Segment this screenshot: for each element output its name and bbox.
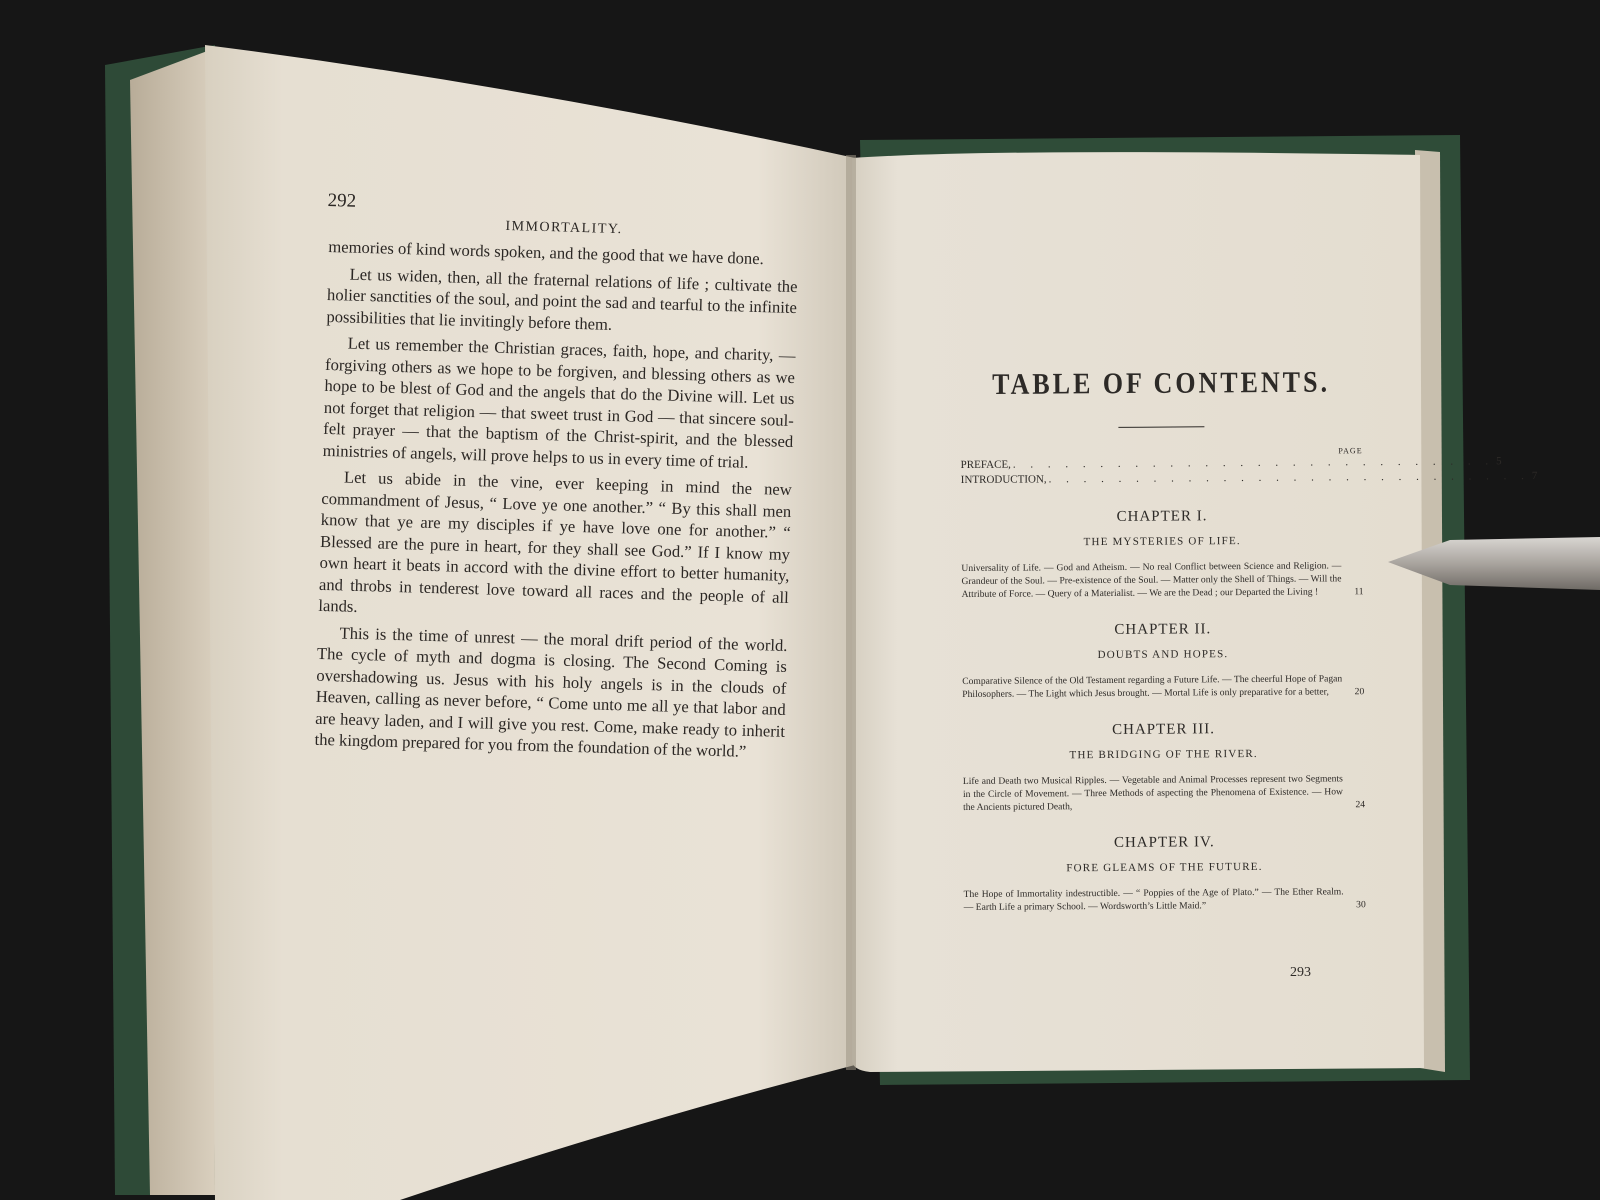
chapter-page: 20 <box>1354 686 1365 698</box>
toc-entry-page: 7 <box>1531 469 1538 483</box>
left-page-body <box>314 236 798 768</box>
chapter-page: 24 <box>1355 799 1366 811</box>
chapter-page: 30 <box>1356 899 1366 911</box>
chapter-description <box>962 672 1364 701</box>
chapter-summary: Life and Death two Musical Ripples. — Vegetable and Animal Processes represent two Segments in the Circle of Movement. — Three Methods of aspecting the Phenomena of Existence. — How the Ancients pictured Death, <box>962 773 1343 813</box>
chapter-page: 11 <box>1354 586 1364 598</box>
right-page-number: 293 <box>1290 965 1311 980</box>
left-page-number: 292 <box>327 189 357 212</box>
chapter-number: CHAPTER I. <box>1116 508 1208 525</box>
paragraph: Let us remember the Christian graces, faith, hope, and charity, — forgiving others as we hope to be forgiven, and blessing others as we hope to be blest of God and the angels that do the Divine will. Let us not forget that religion — that sweet trust in God — that sincere soul-felt prayer — that the baptism of the Christ-spirit, and the blessed ministries of angels, will prove helps to us in every time of trial. <box>322 333 796 472</box>
chapter-description <box>963 772 1365 814</box>
chapter-1 <box>961 507 1364 601</box>
chapter-description <box>961 559 1363 601</box>
paragraph: Let us abide in the vine, ever keeping in mind the new commandment of Jesus, “ Love ye one another.” “ By this shall men know that ye are my disciples if ye have love one for another.” “ Blessed are the pure in heart, for they shall see God.” If I know my own heart it beats in accord with the divine effort to better humanity, and throbs in tenderest love toward all races and the people of all lands. <box>318 467 793 616</box>
title-rule <box>1118 426 1204 428</box>
paragraph: memories of kind words spoken, and the good that we have done. <box>328 236 765 269</box>
toc-entry-label: PREFACE, <box>960 458 1011 471</box>
paragraph: Let us widen, then, all the fraternal relations of life ; cultivate the holier sanctities of the soul, and point the sad and tearful to the infinite possibilities that lie invitingly before them. <box>326 264 798 334</box>
chapter-title: THE BRIDGING OF THE RIVER. <box>1069 747 1258 762</box>
chapter-4 <box>963 833 1366 914</box>
paragraph: This is the time of unrest — the moral drift period of the world. The cycle of myth and dogma is closing. The Second Coming is overshadowing us. Jesus with his holy angels is in the clouds of Heaven, calling as never before, “ Come unto me all ye that labor and are heavy laden, and I will give you rest. Come, make ready to inherit the kingdom prepared for you from the foundation of the world.” <box>314 622 788 761</box>
chapter-number: CHAPTER II. <box>1114 621 1212 638</box>
chapter-title: THE MYSTERIES OF LIFE. <box>1083 535 1241 549</box>
toc-title: TABLE OF CONTENTS. <box>992 365 1331 401</box>
toc-entry-label: INTRODUCTION, <box>960 473 1047 486</box>
page-column-label: PAGE <box>1338 446 1363 456</box>
chapter-3 <box>962 720 1365 814</box>
chapter-number: CHAPTER IV. <box>1113 834 1215 851</box>
chapter-summary: The Hope of Immortality indestructible. — “ Poppies of the Age of Plato.” — The Ether Realm. — Earth Life a primary School. — Wordsworth’s Little Maid.” <box>963 886 1344 913</box>
toc-entry-page: 5 <box>1496 455 1502 468</box>
right-page <box>960 365 1538 914</box>
chapter-number: CHAPTER III. <box>1112 721 1215 738</box>
running-head: IMMORTALITY. <box>505 218 623 238</box>
chapter-title: DOUBTS AND HOPES. <box>1097 648 1229 662</box>
chapter-2 <box>962 620 1365 701</box>
chapter-description <box>964 885 1366 914</box>
chapter-summary: Comparative Silence of the Old Testament regarding a Future Life. — The cheerful Hope of Pagan Philosophers. — The Light which Jesus brought. — Mortal Life is only preparative for a better, <box>962 673 1343 700</box>
leader-dots: . . . . . . . . . . . . . . . . . . . . . . . . . . . . <box>1048 470 1530 486</box>
toc-entry-introduction <box>960 469 1538 488</box>
chapter-summary: Universality of Life. — God and Atheism. — No real Conflict between Science and Religion. — Grandeur of the Soul. — Pre-existence of the Soul. — Matter only the Shell of Things. — Will the Attribute of Force. — Query of a Materialist. — We are the Dead ; our Departed the Living ! <box>961 560 1342 600</box>
chapter-title: FORE GLEAMS OF THE FUTURE. <box>1066 860 1263 875</box>
leader-dots: . . . . . . . . . . . . . . . . . . . . . . . . . . . . <box>1012 455 1495 471</box>
